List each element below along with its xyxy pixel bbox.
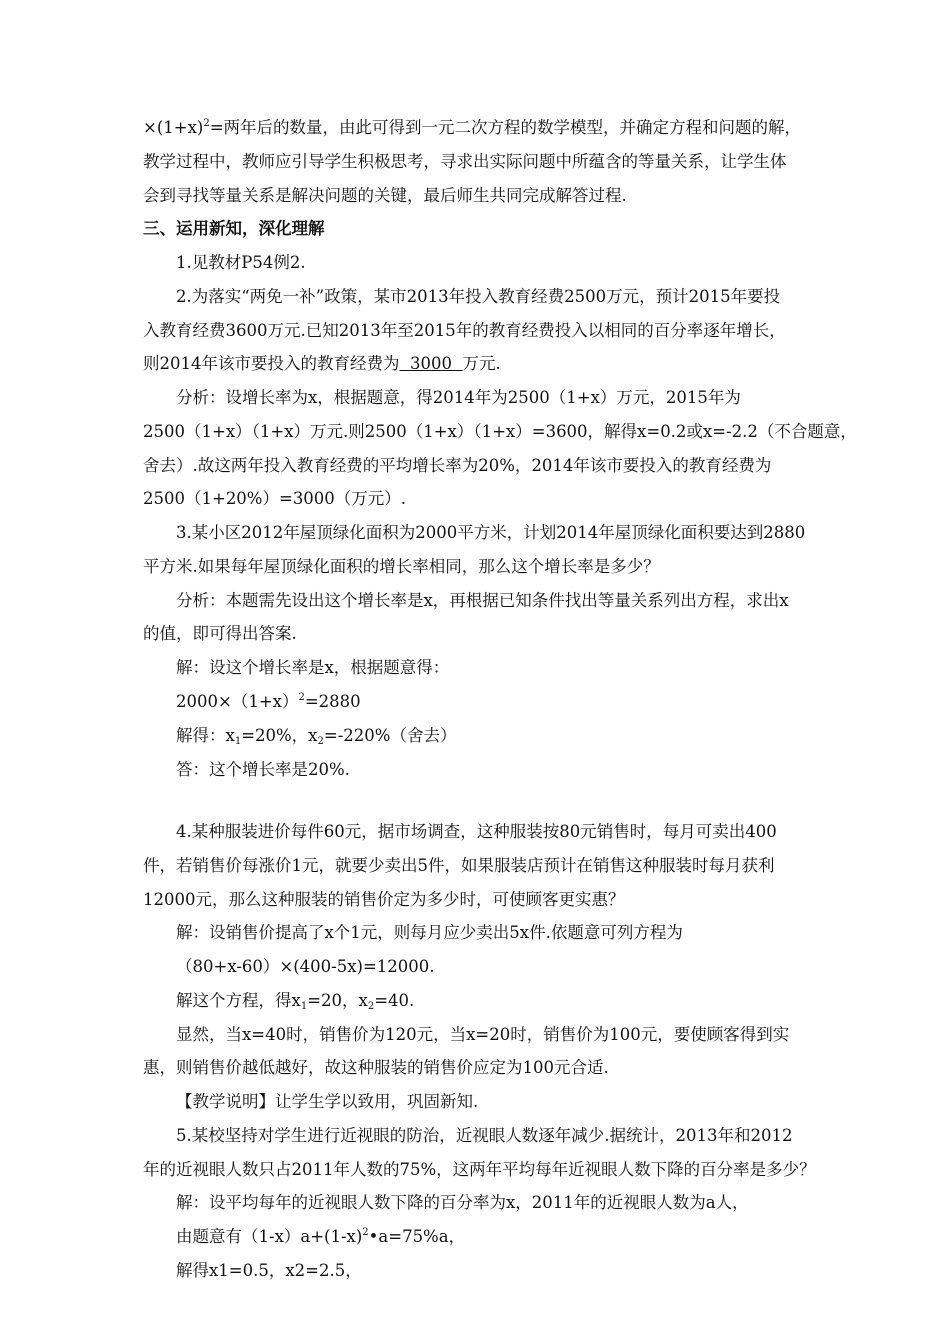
conclusion-line: 惠，则销售价越低越好，故这种服装的销售价应定为100元合适.	[143, 1058, 609, 1077]
result-line	[176, 990, 414, 1012]
answer-blank: 3000	[399, 354, 463, 373]
analysis-line: 分析：本题需先设出这个增长率是x，再根据已知条件找出等量关系列出方程，求出x	[176, 591, 789, 610]
question-4-line: 4.某种服装进价每件60元，据市场调查，这种服装按80元销售时，每月可卖出400	[176, 822, 777, 841]
analysis-line: 舍去）.故这两年投入教育经费的平均增长率为20%，2014年该市要投入的教育经费为	[143, 456, 772, 475]
text-run: 2000×（1+x）	[176, 692, 299, 711]
text-run: =20，x	[307, 991, 368, 1010]
solution-line: 解：设销售价提高了x个1元，则每月应少卖出5x件.依题意可列方程为	[176, 923, 683, 942]
paragraph-line: 教学过程中，教师应引导学生积极思考，寻求出实际问题中所蕴含的等量关系，让学生体	[143, 152, 787, 171]
equation	[176, 1226, 465, 1248]
paragraph-line	[143, 117, 807, 139]
question-4-line: 件，若销售价每涨价1元，就要少卖出5件，如果服装店预计在销售这种服装时每月获利	[143, 856, 775, 875]
text-run: •a=75%a，	[368, 1227, 466, 1246]
subscript: 1	[234, 736, 242, 747]
text-run: 万元.	[462, 354, 501, 373]
question-1: 1.见教材P54例2.	[176, 253, 306, 272]
text-run: ×(1+x)	[143, 118, 204, 137]
superscript: 2	[362, 1227, 369, 1238]
text-run	[143, 117, 801, 139]
text-run: =40.	[374, 991, 415, 1010]
paragraph-line: 会到寻找等量关系是解决问题的关键，最后师生共同完成解答过程.	[143, 186, 627, 205]
question-5-line: 5.某校坚持对学生进行近视眼的防治，近视眼人数逐年减少.据统计，2013年和2012	[176, 1126, 793, 1145]
subscript: 2	[317, 736, 324, 747]
superscript: 2	[298, 692, 305, 703]
question-2-line	[143, 353, 501, 375]
text-run: =2880	[304, 692, 361, 711]
teaching-note: 【教学说明】让学生学以致用，巩固新知.	[176, 1092, 479, 1111]
result-line: 解得x1=0.5，x2=2.5，	[176, 1261, 362, 1280]
question-5-line: 年的近视眼人数只占2011年人数的75%，这两年平均每年近视眼人数下降的百分率是多少？	[143, 1160, 816, 1179]
text-run: 则2014年该市要投入的教育经费为	[143, 354, 400, 373]
conclusion-line: 显然，当x=40时，销售价为120元，当x=20时，销售价为100元，要使顾客得到实	[176, 1025, 790, 1044]
text-run: =两年后的数量，由此可得到一元二次方程的数学模型，并确定方程和问题的解，	[209, 118, 802, 137]
question-3-line: 3.某小区2012年屋顶绿化面积为2000平方米，计划2014年屋顶绿化面积要达到2880	[176, 523, 806, 542]
result-line	[176, 725, 456, 747]
solution-line: 解：设这个增长率是x，根据题意得：	[176, 658, 450, 677]
subscript: 2	[367, 1001, 375, 1012]
text-run: 由题意有（1-x）a+(1-x)	[176, 1227, 363, 1246]
solution-line: 解：设平均每年的近视眼人数下降的百分率为x，2011年的近视眼人数为a人，	[176, 1193, 749, 1212]
superscript: 2	[203, 118, 210, 129]
analysis-line: 2500（1+20%）=3000（万元）.	[143, 489, 407, 508]
question-3-line: 平方米.如果每年屋顶绿化面积的增长率相同，那么这个增长率是多少？	[143, 557, 660, 576]
analysis-line: 分析：设增长率为x，根据题意，得2014年为2500（1+x）万元，2015年为	[176, 388, 741, 407]
text-run: =20%，x	[241, 726, 318, 745]
subscript: 1	[300, 1001, 308, 1012]
question-2-line: 入教育经费3600万元.已知2013年至2015年的教育经费投入以相同的百分率逐年增长，	[143, 321, 786, 340]
text-run: =-220%（舍去）	[323, 726, 457, 745]
answer-line: 答：这个增长率是20%.	[176, 760, 350, 779]
equation: （80+x-60）×(400-5x)=12000.	[176, 957, 435, 976]
text-run: 解这个方程，得x	[176, 991, 301, 1010]
analysis-line: 的值，即可得出答案.	[143, 624, 297, 643]
equation	[176, 691, 361, 713]
question-2-line: 2.为落实“两免一补”政策，某市2013年投入教育经费2500万元，预计2015年要投	[176, 287, 781, 306]
text-run: 解得：x	[176, 726, 235, 745]
analysis-line: 2500（1+x）（1+x）万元.则2500（1+x）（1+x）=3600，解得x=0.2或x=-2.2（不合题意，	[143, 422, 857, 441]
section-heading: 三、运用新知，深化理解	[143, 219, 325, 238]
question-4-line: 12000元，那么这种服装的销售价定为多少时，可使顾客更实惠？	[143, 890, 625, 909]
